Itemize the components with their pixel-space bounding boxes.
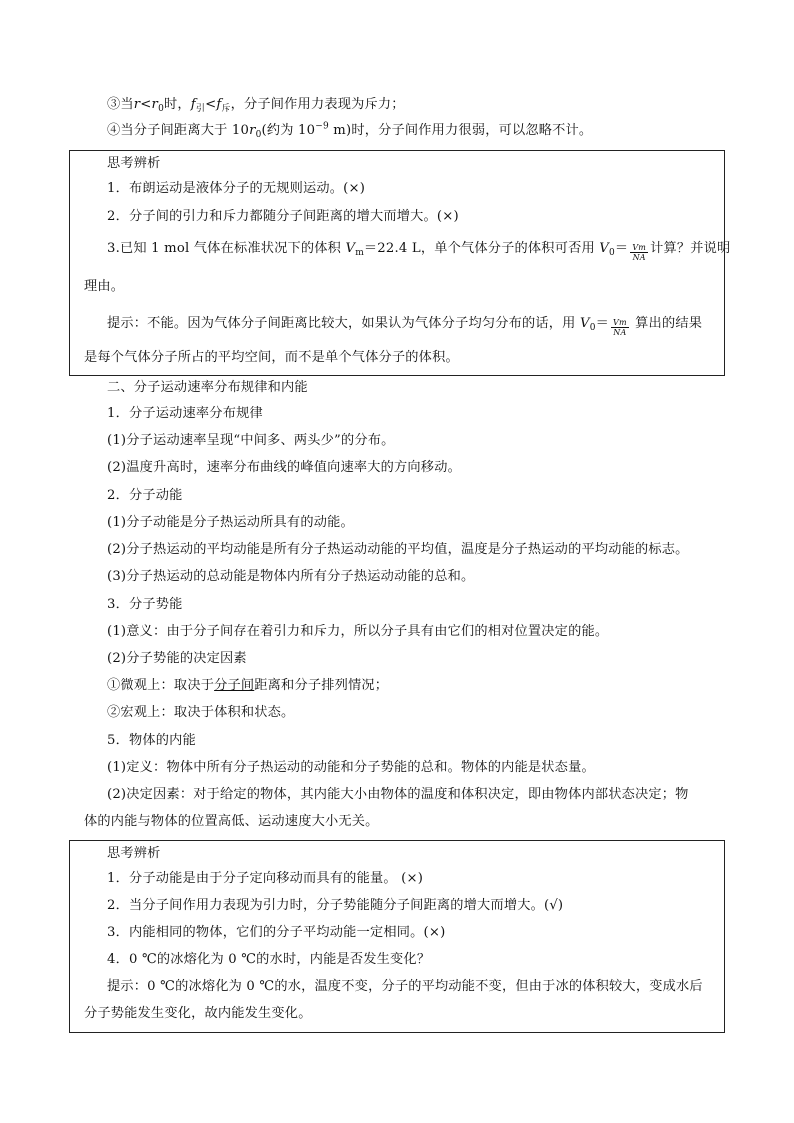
var-V: V [345,241,356,256]
text: 计算？并说明 [650,241,731,256]
denominator: NA [632,253,646,262]
var-r: r [133,97,141,112]
text: ＝ [614,241,629,256]
item-1-2: (2)温度升高时，速率分布曲线的峰值向速率大的方向移动。 [107,460,461,475]
subheading-1: 1．分子运动速率分布规律 [107,406,263,421]
item-5-1: (1)定义：物体中所有分子热运动的动能和分子势能的总和。物体的内能是状态量。 [107,760,595,775]
question-1: 1．布朗运动是液体分子的无规则运动。(×) [107,181,366,196]
question-3 [107,240,730,262]
superscript: −9 [315,121,329,132]
var-V: V [579,316,590,331]
paragraph-line [107,96,405,114]
hint: 提示：0 ℃的冰熔化为 0 ℃的水，温度不变，分子的平均动能不变，但由于冰的体积较大，变成水后 [107,979,703,994]
fraction [630,243,648,262]
item-3-3 [107,677,388,695]
question-2: 2．当分子间作用力表现为引力时，分子势能随分子间距离的增大而增大。(√) [107,898,564,913]
var-r0: r [151,97,159,112]
item-3-2: (2)分子势能的决定因素 [107,651,247,666]
text: ④当分子间距离大于 10 [107,123,250,138]
item-2-2: (2)分子热运动的平均动能是所有分子热运动动能的平均值，温度是分子热运动的平均动能的标志。 [107,542,689,557]
text: < [205,97,217,112]
var-V: V [599,241,609,256]
text: ，分子间作用力表现为斥力； [230,97,405,112]
section-heading: 二、分子运动速率分布规律和内能 [107,380,308,395]
subheading-2: 2．分子动能 [107,488,183,503]
text: (约为 10 [261,123,316,138]
text: ③当 [107,97,134,112]
subscript: 0 [589,323,596,333]
box-title: 思考辨析 [107,846,161,861]
fraction [611,318,629,337]
underlined-text: 分子间 [214,678,255,693]
numerator: Vm [613,318,627,327]
question-3-cont: 理由。 [84,279,125,294]
text: 3.已知 1 mol 气体在标准状况下的体积 [107,241,346,256]
box-title: 思考辨析 [107,156,161,171]
var-f: f [190,97,196,112]
subheading-3: 3．分子势能 [107,597,183,612]
question-1: 1．分子动能是由于分子定向移动而具有的能量。 (×) [107,871,424,886]
question-3: 3．内能相同的物体，它们的分子平均动能一定相同。(×) [107,925,446,940]
item-3-1: (1)意义：由于分子间存在着引力和斥力，所以分子具有由它们的相对位置决定的能。 [107,624,609,639]
subscript: 斥 [221,104,231,114]
item-1-1: (1)分子运动速率呈现“中间多、两头少”的分布。 [107,433,395,448]
text: ＝22.4 L，单个气体分子的体积可否用 [363,241,600,256]
text: ＝ [595,316,610,331]
subscript: 0 [608,248,615,258]
subscript: m [355,248,364,258]
text: ①微观上：取决于 [107,678,215,693]
question-4: 4．0 ℃的冰熔化为 0 ℃的水时，内能是否发生变化？ [107,952,431,967]
subscript: 引 [195,104,206,114]
text: 算出的结果 [630,316,703,331]
subscript: 0 [158,104,164,114]
item-5-2: (2)决定因素：对于给定的物体，其内能大小由物体的温度和体积决定，即由物体内部状态决定；物 [107,787,689,802]
text: m)时，分子间作用力很弱，可以忽略不计。 [328,123,593,138]
hint [107,315,702,337]
var-f: f [216,97,222,112]
item-3-4: ②宏观上：取决于体积和状态。 [107,705,295,720]
item-2-1: (1)分子动能是分子热运动所具有的动能。 [107,515,354,530]
text: < [140,97,152,112]
item-5-2-cont: 体的内能与物体的位置高低、运动速度大小无关。 [84,814,379,829]
text: 时， [164,97,191,112]
var-r0: r [249,123,256,138]
text: 距离和分子排列情况； [254,678,389,693]
numerator: Vm [632,243,647,252]
denominator: NA [613,328,627,337]
subscript: 0 [255,130,262,140]
hint-cont: 是每个气体分子所占的平均空间，而不是单个气体分子的体积。 [84,350,459,365]
paragraph-line [107,122,592,140]
question-2: 2．分子间的引力和斥力都随分子间距离的增大而增大。(×) [107,209,459,224]
item-2-3: (3)分子热运动的总动能是物体内所有分子热运动动能的总和。 [107,569,475,584]
subheading-5: 5．物体的内能 [107,733,196,748]
text: 提示：不能。因为气体分子间距离比较大，如果认为气体分子均匀分布的话，用 [107,316,580,331]
hint-cont: 分子势能发生变化，故内能发生变化。 [84,1006,312,1021]
